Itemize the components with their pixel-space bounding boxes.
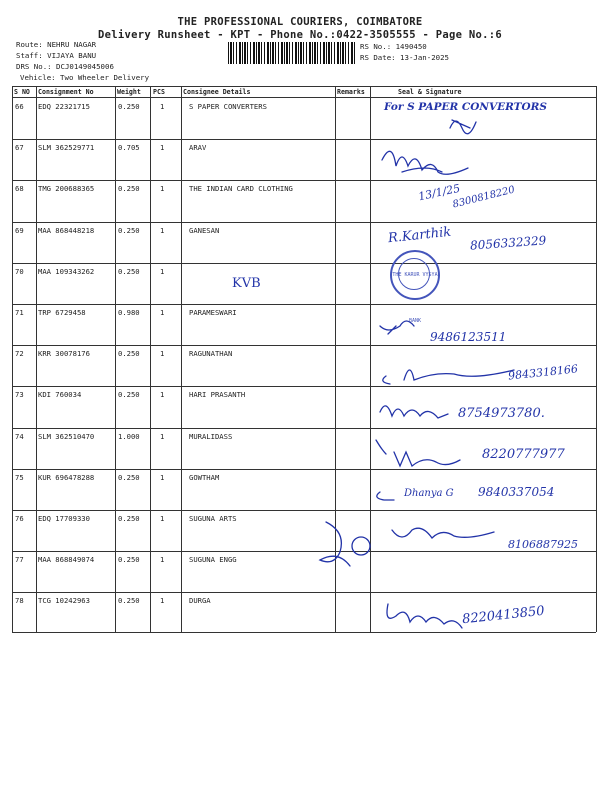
rs-date: RS Date: 13-Jan-2025 bbox=[360, 53, 449, 62]
cell-weight: 0.980 bbox=[118, 308, 140, 317]
signature-row66: For S PAPER CONVERTORS bbox=[384, 101, 547, 113]
rs-number: RS No.: 1490450 bbox=[360, 42, 427, 51]
cell-consignee: PARAMESWARI bbox=[189, 308, 237, 317]
cell-consignment: MAA 109343262 bbox=[38, 266, 95, 276]
handwritten-phone-row69: 8056332329 bbox=[469, 233, 547, 253]
cell-consignee: GOWTHAM bbox=[189, 472, 220, 482]
cell-sno: 71 bbox=[15, 308, 24, 317]
col-header-weight: Weight bbox=[117, 88, 141, 96]
scribble-row66 bbox=[450, 120, 476, 134]
cell-sno: 68 bbox=[15, 184, 24, 194]
handwritten-phone-row72: 9843318166 bbox=[507, 362, 579, 383]
cell-pcs: 1 bbox=[160, 514, 165, 523]
vehicle-label: Vehicle: Two Wheeler Delivery bbox=[20, 73, 150, 82]
cell-consignee: ARAV bbox=[189, 143, 207, 153]
cell-sno: 66 bbox=[15, 102, 24, 111]
col-header-consignment: Consignment No bbox=[38, 88, 94, 96]
cell-consignment: TCG 10242963 bbox=[38, 596, 90, 606]
cell-consignment: EDQ 22321715 bbox=[38, 102, 90, 111]
cell-consignment: SLM 362510470 bbox=[38, 431, 95, 441]
remark-row70: KVB bbox=[232, 276, 261, 291]
cell-sno: 73 bbox=[15, 390, 24, 400]
cell-weight: 0.250 bbox=[118, 102, 140, 111]
cell-consignee: GANESAN bbox=[189, 225, 220, 235]
cell-sno: 69 bbox=[15, 225, 24, 235]
handwritten-phone-row68: 8300818220 bbox=[451, 184, 517, 211]
signature-row69: R.Karthik bbox=[387, 224, 452, 247]
scribble-row73 bbox=[380, 406, 448, 418]
cell-weight: 0.250 bbox=[118, 184, 140, 194]
cell-pcs: 1 bbox=[160, 390, 165, 400]
handwritten-phone-row75: 9840337054 bbox=[478, 485, 555, 499]
cell-sno: 72 bbox=[15, 349, 24, 359]
cell-consignment: KDI 760034 bbox=[38, 390, 82, 400]
col-header-sno: S NO bbox=[14, 88, 30, 96]
cell-pcs: 1 bbox=[160, 431, 165, 441]
route-label: Route: NEHRU NAGAR bbox=[16, 40, 97, 49]
cell-consignee: HARI PRASANTH bbox=[189, 390, 246, 400]
cell-pcs: 1 bbox=[160, 472, 165, 482]
staff-label: Staff: VIJAYA BANU bbox=[16, 51, 97, 60]
scribble-row72 bbox=[383, 370, 514, 384]
cell-weight: 0.250 bbox=[118, 596, 140, 606]
scribble-row76 bbox=[320, 522, 494, 566]
cell-weight: 1.000 bbox=[118, 431, 140, 441]
cell-weight: 0.250 bbox=[118, 225, 140, 235]
page-title: THE PROFESSIONAL COURIERS, COIMBATORE bbox=[177, 16, 423, 28]
handwritten-phone-row73: 8754973780. bbox=[458, 406, 545, 421]
cell-sno: 76 bbox=[15, 514, 24, 523]
scribble-row67 bbox=[382, 151, 468, 174]
cell-consignment: TRP 6729458 bbox=[38, 308, 86, 317]
cell-pcs: 1 bbox=[160, 143, 165, 153]
cell-weight: 0.250 bbox=[118, 266, 140, 276]
handwritten-phone-row74: 8220777977 bbox=[482, 447, 565, 462]
cell-consignment: EDQ 17709330 bbox=[38, 514, 90, 523]
handwritten-phone-row78: 8220413850 bbox=[461, 603, 546, 628]
cell-consignee: SUGUNA ENGG bbox=[189, 555, 237, 565]
cell-consignment: KUR 696478288 bbox=[38, 472, 95, 482]
bank-stamp: THE KARUR VYSYA BANK bbox=[390, 250, 440, 300]
cell-pcs: 1 bbox=[160, 308, 165, 317]
cell-sno: 67 bbox=[15, 143, 24, 153]
cell-sno: 78 bbox=[15, 596, 24, 606]
cell-weight: 0.250 bbox=[118, 514, 140, 523]
cell-weight: 0.250 bbox=[118, 349, 140, 359]
scribble-row75 bbox=[377, 492, 394, 500]
cell-consignee: MURALIDASS bbox=[189, 431, 233, 441]
cell-pcs: 1 bbox=[160, 102, 165, 111]
cell-pcs: 1 bbox=[160, 596, 165, 606]
cell-consignee: THE INDIAN CARD CLOTHING bbox=[189, 184, 293, 194]
cell-sno: 77 bbox=[15, 555, 24, 565]
cell-consignment: SLM 362529771 bbox=[38, 143, 95, 153]
col-header-remarks: Remarks bbox=[337, 88, 365, 96]
cell-pcs: 1 bbox=[160, 184, 165, 194]
scribble-row78 bbox=[387, 604, 462, 628]
cell-weight: 0.250 bbox=[118, 555, 140, 565]
drs-label: DRS No.: DCJ0149045006 bbox=[16, 62, 114, 71]
handwritten-name-row75: Dhanya G bbox=[404, 488, 454, 499]
cell-consignment: TMG 200688365 bbox=[38, 184, 95, 194]
cell-weight: 0.705 bbox=[118, 143, 140, 153]
handwritten-phone-row71: 9486123511 bbox=[430, 330, 507, 344]
scribble-row74 bbox=[376, 440, 460, 466]
cell-pcs: 1 bbox=[160, 349, 165, 359]
cell-pcs: 1 bbox=[160, 225, 165, 235]
col-header-details: Consignee Details bbox=[183, 88, 251, 96]
cell-consignee: RAGUNATHAN bbox=[189, 349, 233, 359]
col-header-seal: Seal & Signature bbox=[398, 88, 462, 96]
page-subtitle: Delivery Runsheet - KPT - Phone No.:0422-3505555 - Page No.:6 bbox=[98, 29, 502, 41]
cell-consignment: KRR 30078176 bbox=[38, 349, 90, 359]
handwritten-date-row68: 13/1/25 bbox=[417, 181, 462, 204]
cell-pcs: 1 bbox=[160, 266, 165, 276]
cell-sno: 70 bbox=[15, 266, 24, 276]
cell-weight: 0.250 bbox=[118, 390, 140, 400]
cell-consignment: MAA 868448218 bbox=[38, 225, 95, 235]
cell-consignee: SUGUNA ARTS bbox=[189, 514, 237, 523]
cell-sno: 75 bbox=[15, 472, 24, 482]
cell-pcs: 1 bbox=[160, 555, 165, 565]
cell-weight: 0.250 bbox=[118, 472, 140, 482]
cell-sno: 74 bbox=[15, 431, 24, 441]
col-header-pcs: PCS bbox=[153, 88, 165, 96]
cell-consignee: S PAPER CONVERTERS bbox=[189, 102, 267, 111]
cell-consignment: MAA 868849074 bbox=[38, 555, 95, 565]
cell-consignee: DURGA bbox=[189, 596, 211, 606]
handwritten-phone-row77: 8106887925 bbox=[508, 538, 578, 551]
